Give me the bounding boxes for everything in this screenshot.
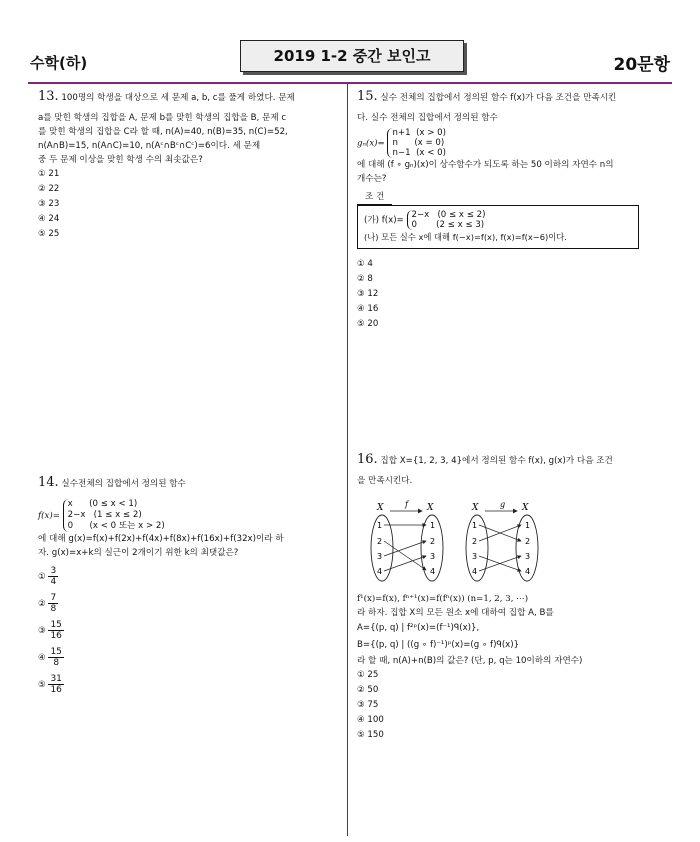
question-16-body: [357, 592, 657, 743]
function-definition: gₙ(x)= n+1 (x > 0) n (x = 0) n−1 (x < 0): [357, 128, 446, 158]
set-b-definition: B={(p, q) | ((g ∘ f)⁻¹)ᵖ(x)=(g ∘ f)ᑫ(x)}: [357, 640, 520, 650]
question-16: [357, 453, 657, 488]
element: 3: [472, 552, 478, 561]
question-text: 라 할 때, n(A)+n(B)의 값은? (단, p, q는 10이하의 자연수): [357, 656, 583, 666]
condition-title: 조 건: [357, 190, 657, 205]
question-text: 라 하자. 집합 X의 모든 원소 x에 대하여 집합 A, B를: [357, 608, 554, 618]
set-a-definition: A={(p, q) | f²ᵖ(x)=(f⁻¹)ᑫ(x)},: [357, 623, 480, 633]
set-label-right: X: [522, 503, 529, 513]
question-text: 을 만족시킨다.: [357, 476, 413, 486]
question-text: a를 맞힌 학생의 집합을 A, 문제 b를 맞힌 학생의 집합을 B, 문제 c: [38, 113, 287, 123]
element: 4: [377, 567, 383, 576]
f-label: f: [405, 500, 408, 509]
f-mapping: [371, 500, 443, 581]
choice-3[interactable]: ③ 23: [38, 199, 60, 209]
function-definition: f(x)= x (0 ≤ x < 1) 2−x (1 ≤ x ≤ 2) 0 (x < 0 또는 x > 2): [38, 499, 165, 531]
choice-5[interactable]: ⑤ 25: [38, 229, 60, 239]
element: 2: [472, 537, 478, 546]
element: 4: [472, 567, 478, 576]
element: 2: [430, 537, 436, 546]
recurrence-definition: f¹(x)=f(x), fⁿ⁺¹(x)=f(fⁿ(x)) (n=1, 2, 3, ⋯): [357, 594, 529, 604]
element: 4: [430, 567, 436, 576]
question-text: 를 맞힌 학생의 집합을 C라 할 때, n(A)=40, n(B)=35, n(C)=52,: [38, 127, 288, 137]
choice-3[interactable]: ③ $\frac{15}{16}$: [38, 620, 62, 641]
question-number: 14.: [38, 475, 59, 490]
choice-2[interactable]: ② $\frac{7}{8}$: [38, 593, 57, 614]
exam-title: 2019 1-2 중간 보인고: [240, 40, 464, 72]
set-label-right: X: [427, 503, 434, 513]
question-text: 다. 실수 전체의 집합에서 정의된 함수: [357, 113, 498, 123]
element: 3: [377, 552, 383, 561]
question-text: 집합 X={1, 2, 3, 4}에서 정의된 함수 f(x), g(x)가 다음 조건: [380, 456, 613, 466]
element: 2: [377, 537, 383, 546]
choice-5[interactable]: ⑤ $\frac{31}{16}$: [38, 674, 62, 695]
set-label-left: X: [472, 503, 479, 513]
choice-4[interactable]: ④ $\frac{15}{8}$: [38, 647, 62, 668]
element: 1: [525, 521, 531, 530]
element: 1: [472, 521, 478, 530]
question-number: 16.: [357, 452, 378, 467]
choice-3[interactable]: ③ 75: [357, 700, 379, 710]
column-divider: [347, 84, 348, 836]
question-13: [38, 90, 338, 242]
element: 1: [430, 521, 436, 530]
choice-1[interactable]: ① $\frac{3}{4}$: [38, 566, 57, 587]
g-mapping: [466, 500, 538, 581]
set-label-left: X: [377, 503, 384, 513]
element: 3: [525, 552, 531, 561]
function-mapping-diagram: [360, 498, 550, 588]
choice-1[interactable]: ① 25: [357, 670, 379, 680]
choice-1[interactable]: ① 21: [38, 169, 60, 179]
piecewise-cases: 2−x (0 ≤ x ≤ 2) 0 (2 ≤ x ≤ 3): [407, 210, 486, 230]
question-text: 자. g(x)=x+k의 실근이 2개이기 위한 k의 최댓값은?: [38, 548, 239, 558]
choice-5[interactable]: ⑤ 150: [357, 730, 384, 740]
element: 3: [430, 552, 436, 561]
choice-3[interactable]: ③ 12: [357, 289, 379, 299]
question-15: [357, 90, 657, 332]
choice-4[interactable]: ④ 16: [357, 304, 379, 314]
question-text: 에 대해 g(x)=f(x)+f(2x)+f(4x)+f(8x)+f(16x)+f(32x)이라 하: [38, 534, 284, 544]
choice-4[interactable]: ④ 24: [38, 214, 60, 224]
question-number: 13.: [38, 89, 59, 104]
header-divider: [28, 82, 672, 84]
condition-b: (나) 모든 실수 x에 대해 f(−x)=f(x), f(x)=f(x−6)이다.: [364, 232, 567, 242]
question-number: 15.: [357, 89, 378, 104]
element: 2: [525, 537, 531, 546]
element: 1: [377, 521, 383, 530]
question-text: n(A∩B)=15, n(A∩C)=10, n(Aᶜ∩Bᶜ∩Cᶜ)=6이다. 세 문제: [38, 141, 261, 151]
question-text: 100명의 학생을 대상으로 세 문제 a, b, c를 풀게 하였다. 문제: [61, 93, 295, 103]
question-text: 실수 전체의 집합에서 정의된 함수 f(x)가 다음 조건을 만족시킨: [380, 93, 617, 103]
choice-2[interactable]: ② 22: [38, 184, 60, 194]
question-text: 개수는?: [357, 174, 387, 184]
piecewise-cases: x (0 ≤ x < 1) 2−x (1 ≤ x ≤ 2) 0 (x < 0 또는 x > 2): [63, 499, 165, 532]
choice-4[interactable]: ④ 100: [357, 715, 384, 725]
condition-box: [357, 205, 639, 249]
choice-1[interactable]: ① 4: [357, 259, 373, 269]
question-14: [38, 476, 338, 699]
choice-5[interactable]: ⑤ 20: [357, 319, 379, 329]
subject-label: 수학(하): [30, 54, 88, 72]
g-label: g: [500, 500, 506, 509]
question-text: 중 두 문제 이상을 맞힌 학생 수의 최솟값은?: [38, 155, 203, 165]
choice-2[interactable]: ② 50: [357, 685, 379, 695]
element: 4: [525, 567, 531, 576]
question-text: 실수전체의 집합에서 정의된 함수: [61, 479, 186, 489]
condition-a: (가) f(x)= 2−x (0 ≤ x ≤ 2) 0 (2 ≤ x ≤ 3): [364, 210, 486, 230]
question-text: 에 대해 (f ∘ gₙ)(x)이 상수함수가 되도록 하는 50 이하의 자연수 n의: [357, 160, 614, 170]
question-count: 20문항: [613, 55, 670, 75]
choice-2[interactable]: ② 8: [357, 274, 373, 284]
piecewise-cases: n+1 (x > 0) n (x = 0) n−1 (x < 0): [387, 128, 446, 158]
